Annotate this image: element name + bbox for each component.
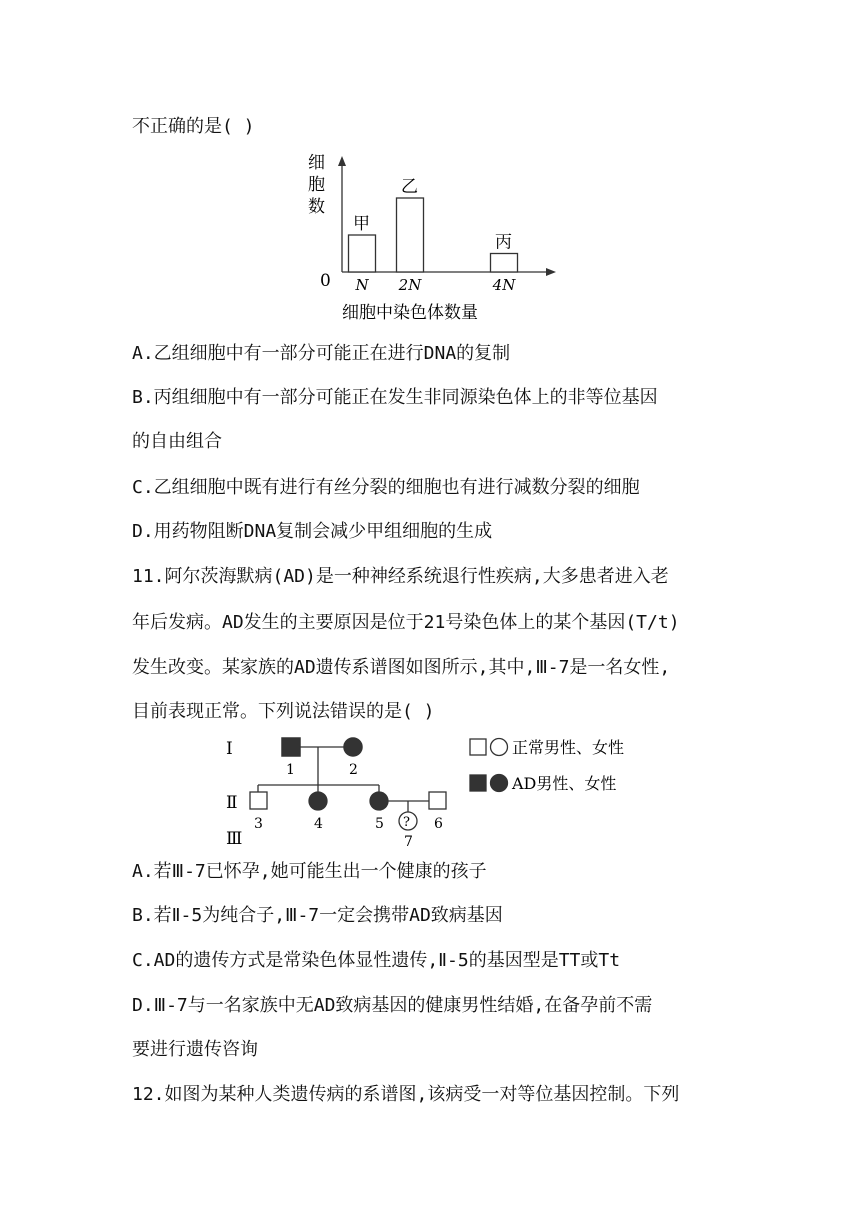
legend-affected-label: AD男性、女性: [512, 774, 617, 793]
individual-5-affected-female: [370, 792, 388, 810]
q11-stem-line2: 年后发病。AD发生的主要原因是位于21号染色体上的某个基因(T/t): [132, 612, 680, 633]
y-axis-label-3: 数: [308, 197, 325, 217]
individual-1-affected-male: [282, 738, 300, 756]
y-axis-label-1: 细: [308, 153, 325, 173]
q11-stem-line4: 目前表现正常。下列说法错误的是( ): [132, 701, 435, 722]
individual-label-7: 7: [404, 834, 413, 850]
individual-4-affected-female: [309, 792, 327, 810]
x-axis-arrow: [546, 268, 556, 276]
legend-normal-female-icon: [491, 739, 508, 756]
q10-option-a: A.乙组细胞中有一部分可能正在进行DNA的复制: [132, 343, 511, 364]
generation-label-3: Ⅲ: [226, 829, 243, 849]
y-axis-arrow: [338, 156, 346, 166]
q10-option-b-line1: B.丙组细胞中有一部分可能正在发生非同源染色体上的非等位基因: [132, 387, 658, 408]
individual-label-3: 3: [254, 816, 263, 832]
q12-stem-line1: 12.如图为某种人类遗传病的系谱图,该病受一对等位基因控制。下列: [132, 1084, 680, 1105]
x-tick-label-3: 4N: [492, 276, 516, 294]
origin-label: 0: [320, 271, 331, 291]
q10-option-b-line2: 的自由组合: [132, 431, 222, 452]
bar-label-3: 丙: [495, 232, 512, 253]
legend-affected-male-icon: [470, 775, 486, 791]
x-axis-title: 细胞中染色体数量: [342, 303, 478, 323]
generation-label-1: Ⅰ: [226, 739, 233, 759]
legend-normal-label: 正常男性、女性: [512, 738, 625, 757]
individual-label-1: 1: [286, 762, 295, 778]
chart-bars: [349, 177, 518, 294]
q11-option-d-line2: 要进行遗传咨询: [132, 1039, 258, 1060]
q10-option-d: D.用药物阻断DNA复制会减少甲组细胞的生成: [132, 521, 493, 542]
bar-3: [491, 254, 518, 273]
cell-count-bar-chart: [300, 150, 570, 330]
bar-label-2: 乙: [401, 177, 418, 197]
individual-label-4: 4: [314, 816, 323, 832]
individual-label-2: 2: [349, 762, 358, 778]
bar-2: [397, 198, 424, 272]
individual-6-normal-male: [429, 792, 446, 809]
individual-label-5: 5: [375, 816, 384, 832]
q11-stem-line1: 11.阿尔茨海默病(AD)是一种神经系统退行性疾病,大多患者进入老: [132, 566, 669, 587]
x-tick-label-1: N: [355, 276, 369, 294]
individual-label-6: 6: [434, 816, 443, 832]
generation-label-2: Ⅱ: [226, 793, 238, 813]
q11-option-b: B.若Ⅱ-5为纯合子,Ⅲ-7一定会携带AD致病基因: [132, 905, 503, 926]
legend-normal-male-icon: [470, 739, 486, 755]
bar-label-1: 甲: [353, 214, 370, 234]
q11-option-d-line1: D.Ⅲ-7与一名家族中无AD致病基因的健康男性结婚,在备孕前不需: [132, 995, 653, 1016]
q11-stem-line3: 发生改变。某家族的AD遗传系谱图如图所示,其中,Ⅲ-7是一名女性,: [132, 657, 671, 678]
legend-affected-female-icon: [491, 775, 508, 792]
q11-option-c: C.AD的遗传方式是常染色体显性遗传,Ⅱ-5的基因型是TT或Tt: [132, 950, 621, 971]
bar-1: [349, 235, 376, 272]
question-10-stem-tail: 不正确的是( ): [132, 116, 255, 137]
individual-7-question-mark: ?: [403, 815, 410, 830]
x-tick-label-2: 2N: [398, 276, 422, 294]
individual-3-normal-male: [250, 792, 267, 809]
q10-option-c: C.乙组细胞中既有进行有丝分裂的细胞也有进行减数分裂的细胞: [132, 477, 640, 498]
ad-pedigree-chart: [220, 730, 640, 850]
y-axis-label-2: 胞: [308, 175, 325, 195]
q11-option-a: A.若Ⅲ-7已怀孕,她可能生出一个健康的孩子: [132, 861, 487, 882]
individual-2-affected-female: [344, 738, 362, 756]
